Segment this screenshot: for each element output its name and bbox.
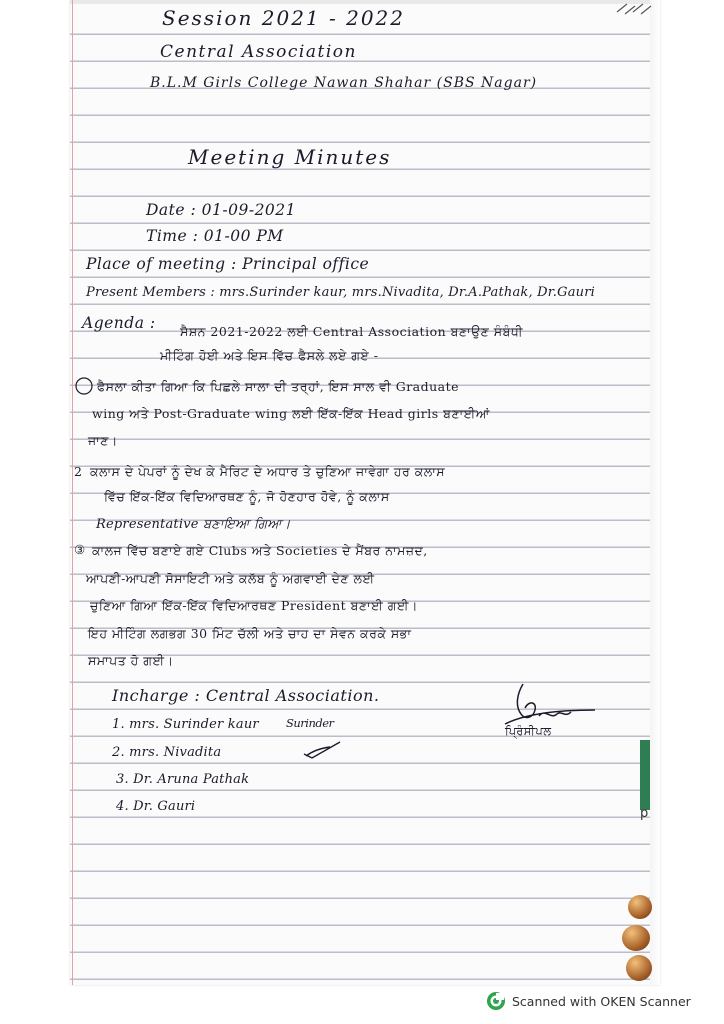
point-3-marker: ③ [74,542,86,557]
college-heading: B.L.M Girls College Nawan Shahar (SBS Nagar) [150,75,538,91]
incharge-member-4: 4. Dr. Gauri [116,799,196,814]
point-3-line-4: ਇਹ ਮੀਟਿੰਗ ਲਗਭਗ 30 ਮਿੰਟ ਚੱਲੀ ਅਤੇ ਚਾਹ ਦਾ ਸੇਵਨ ਕਰਕੇ ਸਭਾ [88,626,412,641]
point-1-line-2: wing ਅਤੇ Post-Graduate wing ਲਈ ਇੱਕ-ਇੱਕ Head girls ਬਣਾਈਆਂ [92,406,490,421]
side-sticker [640,740,650,810]
incharge-member-1: 1. mrs. Surinder kaur [112,717,259,732]
incharge-heading: Incharge : Central Association. [112,686,380,705]
session-heading: Session 2021 - 2022 [162,6,406,30]
point-3-line-5: ਸਮਾਪਤ ਹੋ ਗਈ। [88,653,174,668]
page-corner-marks [615,0,655,20]
principal-signature [495,680,605,750]
point-2-line-2: ਵਿੱਚ ਇੱਕ-ਇੱਕ ਵਿਦਿਆਰਥਣ ਨੂੰ, ਜੋ ਹੋਣਹਾਰ ਹੋਵੇ, ਨੂੰ ਕਲਾਸ [104,489,390,504]
meeting-place: Place of meeting : Principal office [86,255,370,273]
agenda-label: Agenda : [82,314,156,332]
agenda-line-1: ਸੈਸ਼ਨ 2021-2022 ਲਈ Central Association ਬਣਾਉਣ ਸੰਬੰਧੀ [180,324,524,339]
scanner-watermark [486,990,691,1012]
bead-decoration-3 [626,955,652,981]
page-title: Meeting Minutes [188,145,392,169]
side-letter: p [640,806,649,821]
member-1-signature: Surinder [286,716,334,730]
bead-decoration-2 [622,925,650,951]
point-2-marker: 2 [74,464,83,479]
principal-label: ਪ੍ਰਿੰਸੀਪਲ [505,724,552,738]
point-2-line-1: ਕਲਾਸ ਦੇ ਪੇਪਰਾਂ ਨੂੰ ਦੇਖ ਕੇ ਮੈਰਿਟ ਦੇ ਅਧਾਰ ਤੇ ਚੁਣਿਆ ਜਾਵੇਗਾ ਹਰ ਕਲਾਸ [90,464,446,479]
point-1-line-3: ਜਾਣ। [88,433,118,448]
point-3-line-2: ਆਪਣੀ-ਆਪਣੀ ਸੋਸਾਇਟੀ ਅਤੇ ਕਲੱਬ ਨੂੰ ਅਗਵਾਈ ਦੇਣ ਲਈ [86,571,375,586]
present-members: Present Members : mrs.Surinder kaur, mrs.Nivadita, Dr.A.Pathak, Dr.Gauri [86,285,595,300]
page-right-edge [650,0,660,985]
incharge-member-3: 3. Dr. Aruna Pathak [116,772,250,787]
meeting-time: Time : 01-00 PM [146,227,284,245]
point-1-marker [80,380,94,392]
point-3-line-1: ਕਾਲਜ ਵਿੱਚ ਬਣਾਏ ਗਏ Clubs ਅਤੇ Societies ਦੇ ਮੈਂਬਰ ਨਾਮਜ਼ਦ, [92,543,428,558]
point-2-line-3: Representative ਬਣਾਇਆ ਗਿਆ। [96,517,291,532]
scanner-logo-icon [486,991,506,1011]
association-heading: Central Association [160,42,357,62]
meeting-date: Date : 01-09-2021 [146,201,297,219]
point-1-line-1: ਫੈਸਲਾ ਕੀਤਾ ਗਿਆ ਕਿ ਪਿਛਲੇ ਸਾਲਾ ਦੀ ਤਰ੍ਹਾਂ, ਇਸ ਸਾਲ ਵੀ Graduate [97,379,460,394]
margin-line [72,0,73,985]
scanner-watermark-text: Scanned with OKEN Scanner [512,993,691,1009]
incharge-member-2: 2. mrs. Nivadita [112,745,222,760]
agenda-line-2: ਮੀਟਿੰਗ ਹੋਈ ਅਤੇ ਇਸ ਵਿੱਚ ਫੈਸਲੇ ਲਏ ਗਏ - [160,348,379,363]
point-3-line-3: ਚੁਣਿਆ ਗਿਆ ਇੱਕ-ਇੱਕ ਵਿਦਿਆਰਥਣ President ਬਣਾਈ ਗਈ। [90,598,418,613]
bead-decoration-1 [628,895,652,919]
member-2-signature-mark [300,738,345,763]
page-top-edge [70,0,660,4]
